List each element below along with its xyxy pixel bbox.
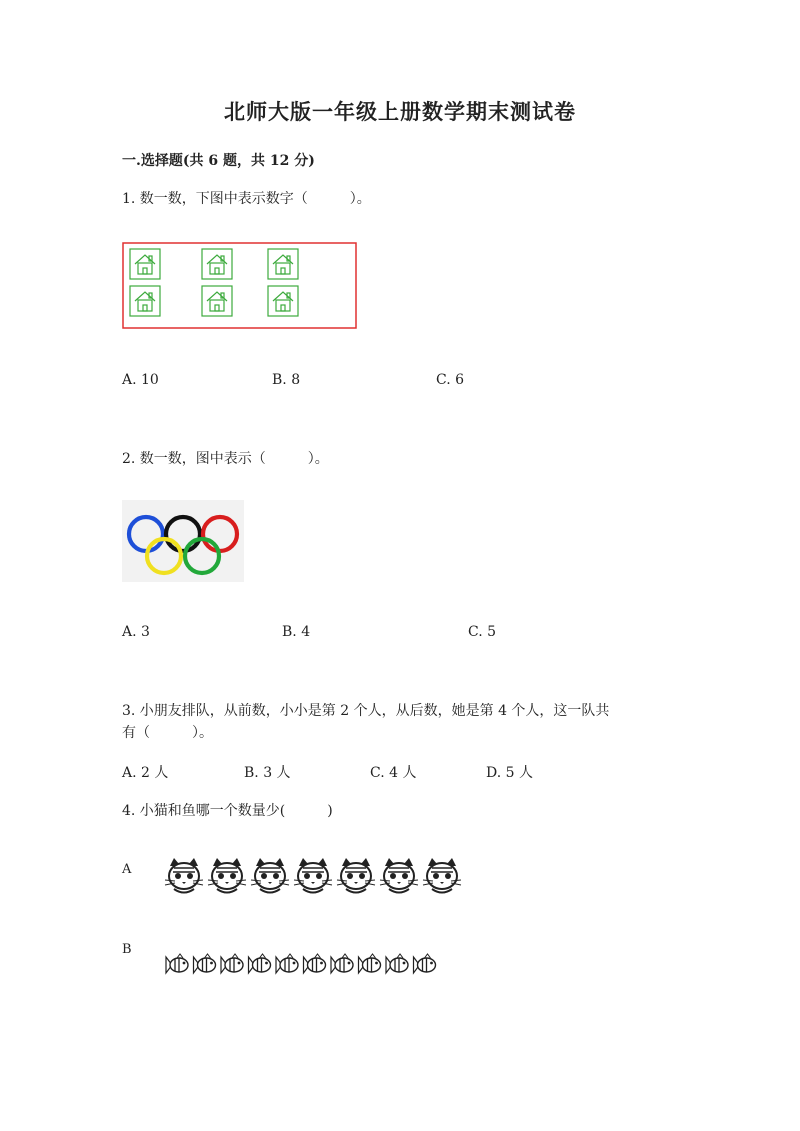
fish-figure — [164, 950, 440, 980]
section-heading: 一.选择题(共 6 题，共 12 分) — [122, 153, 315, 169]
cat-icon — [208, 858, 246, 893]
q2-option-a: A. 3 — [122, 624, 150, 640]
cat-icon — [165, 858, 203, 893]
question-3-line-2: 有（ ）。 — [122, 725, 213, 741]
fish-icon — [331, 954, 353, 973]
house-icon — [202, 286, 232, 316]
cat-icon — [380, 858, 418, 893]
house-icon — [268, 286, 298, 316]
cat-icon — [337, 858, 375, 893]
question-2-text: 2. 数一数，图中表示（ ）。 — [122, 451, 329, 467]
q2-option-b: B. 4 — [282, 624, 311, 640]
q4-label-a: A — [122, 862, 132, 877]
fish-icon — [166, 954, 188, 973]
question-3-line-1: 3. 小朋友排队，从前数，小小是第 2 个人，从后数，她是第 4 个人，这一队共 — [122, 703, 610, 719]
house-icon — [202, 249, 232, 279]
cat-icon — [423, 858, 461, 893]
fish-icon — [386, 954, 408, 973]
cats-figure — [164, 856, 470, 898]
question-1-text: 1. 数一数，下图中表示数字（ ）。 — [122, 191, 371, 207]
cat-icon — [251, 858, 289, 893]
fish-icon — [194, 954, 216, 973]
rings-background — [122, 500, 244, 582]
question-4-text: 4. 小猫和鱼哪一个数量少( ) — [122, 803, 333, 819]
cat-icon — [294, 858, 332, 893]
house-icon — [130, 286, 160, 316]
fish-icon — [276, 954, 298, 973]
q3-option-b: B. 3 人 — [244, 765, 291, 781]
fish-icon — [221, 954, 243, 973]
houses-figure — [122, 242, 358, 330]
fish-icon — [414, 954, 436, 973]
q3-option-d: D. 5 人 — [486, 765, 533, 781]
q1-option-a: A. 10 — [122, 372, 159, 388]
q1-option-c: C. 6 — [436, 372, 465, 388]
q1-option-b: B. 8 — [272, 372, 301, 388]
page-title: 北师大版一年级上册数学期末测试卷 — [224, 99, 576, 124]
fish-icon — [249, 954, 271, 973]
house-icon — [268, 249, 298, 279]
olympic-rings-figure — [122, 500, 244, 582]
q4-label-b: B — [122, 942, 132, 957]
fish-icon — [304, 954, 326, 973]
q3-option-a: A. 2 人 — [122, 765, 169, 781]
house-icon — [130, 249, 160, 279]
q2-option-c: C. 5 — [468, 624, 497, 640]
fish-icon — [359, 954, 381, 973]
q3-option-c: C. 4 人 — [370, 765, 417, 781]
